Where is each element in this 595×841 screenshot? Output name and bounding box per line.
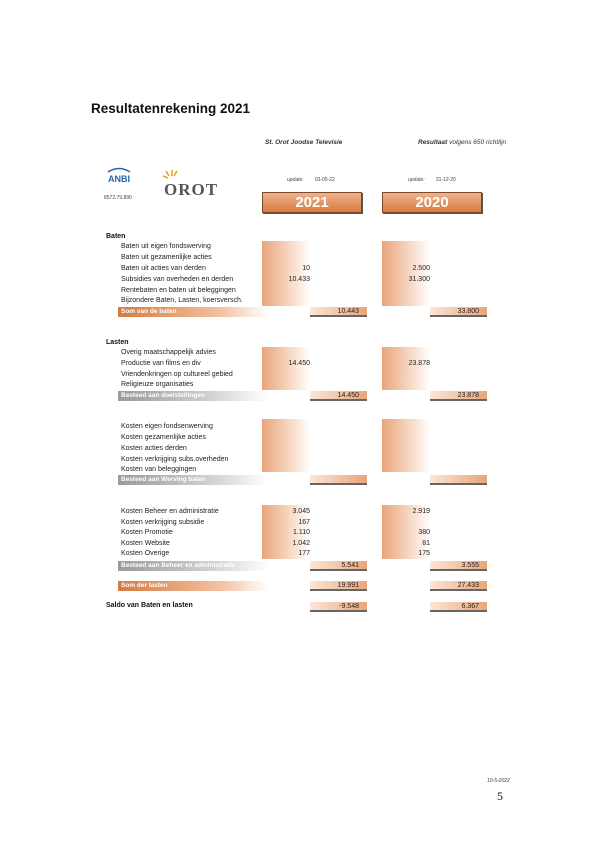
beheer-total-bar: Besteed aan Beheer en administratie: [118, 561, 268, 571]
column-bg-lasten-2020: [382, 347, 430, 390]
lasten-value-2020: 23.878: [408, 360, 430, 367]
footer-date: 10-5-2022: [487, 778, 510, 784]
som-lasten-2020: 27.433: [430, 581, 487, 591]
lasten-row-label: Vriendenkringen op cultureel gebied: [121, 371, 233, 378]
beheer-row-label: Kosten Overige: [121, 550, 170, 557]
beheer-value-2020: 175: [418, 550, 430, 557]
anbi-number: 8572.79.890: [104, 195, 132, 201]
baten-row-label: Baten uit acties van derden: [121, 265, 206, 272]
lasten-total-2021: 14.450: [310, 391, 367, 401]
lasten-total-2020: 23.878: [430, 391, 487, 401]
beheer-total-2020: 3.555: [430, 561, 487, 571]
column-bg-werving-2021: [262, 419, 310, 472]
werving-row-label: Kosten eigen fondsenwerving: [121, 423, 213, 430]
werving-row-label: Kosten gezamenlijke acties: [121, 434, 206, 441]
werving-row-label: Kosten verkrijging subs.overheden: [121, 456, 229, 463]
baten-row-label: Bijzondere Baten, Lasten, koersversch.: [121, 297, 243, 304]
beheer-row-label: Kosten Beheer en administratie: [121, 508, 219, 515]
saldo-label: Saldo van Baten en lasten: [106, 602, 193, 609]
beheer-value-2020: 81: [422, 540, 430, 547]
baten-value-2021: 10.433: [288, 276, 310, 283]
page-number: 5: [497, 789, 503, 803]
orot-logo: [158, 168, 226, 198]
beheer-value-2021: 167: [298, 519, 310, 526]
werving-total-2021: [310, 475, 367, 485]
baten-value-2021: 10: [302, 265, 310, 272]
year-2020-box: 2020: [382, 192, 482, 213]
werving-row-label: Kosten acties derden: [121, 445, 187, 452]
anbi-label: ANBI: [108, 174, 130, 184]
result-suffix: volgens 650 richtlijn: [449, 139, 507, 146]
beheer-row-label: Kosten verkrijging subsidie: [121, 519, 205, 526]
beheer-row-label: Kosten Website: [121, 540, 170, 547]
beheer-row-label: Kosten Promotie: [121, 529, 173, 536]
baten-total-2020: 33.800: [430, 307, 487, 317]
lasten-row-label: Religieuze organisaties: [121, 381, 194, 388]
som-lasten-bar: Som der lasten: [118, 581, 268, 591]
werving-total-bar: Besteed aan Werving baten: [118, 475, 268, 485]
year-2021-box: 2021: [262, 192, 362, 213]
beheer-value-2021: 1.042: [292, 540, 310, 547]
baten-heading: Baten: [106, 233, 126, 240]
lasten-heading: Lasten: [106, 339, 129, 346]
lasten-row-label: Overig maatschappelijk advies: [121, 349, 216, 356]
saldo-2020: 6.367: [430, 602, 487, 612]
baten-row-label: Baten uit gezamenlijke acties: [121, 254, 212, 261]
baten-total-2021: 10.443: [310, 307, 367, 317]
som-lasten-2021: 19.991: [310, 581, 367, 591]
column-bg-baten-2021: [262, 241, 310, 306]
baten-value-2020: 2.500: [412, 265, 430, 272]
orot-logo-icon: [158, 168, 226, 198]
result-label: Resultaat: [418, 139, 448, 146]
beheer-value-2021: 177: [298, 550, 310, 557]
baten-row-label: Subsidies van overheden en derden: [121, 276, 234, 283]
baten-row-label: Rentebaten en baten uit beleggingen: [121, 287, 236, 294]
organization-name: St. Orot Joodse Televisie: [265, 139, 343, 146]
saldo-2021: -9.548: [310, 602, 367, 612]
column-bg-baten-2020: [382, 241, 430, 306]
baten-row-label: Baten uit eigen fondswerving: [121, 243, 211, 250]
column-bg-lasten-2021: [262, 347, 310, 390]
anbi-logo-icon: [104, 166, 134, 188]
baten-total-bar: Som van de baten: [118, 307, 268, 317]
beheer-value-2020: 2.919: [412, 508, 430, 515]
lasten-row-label: Productie van films en div: [121, 360, 201, 367]
result-header: [418, 139, 506, 146]
beheer-value-2021: 1.110: [293, 529, 310, 536]
page-title: Resultatenrekening 2021: [91, 101, 251, 116]
update-2021: update: 03-05-22: [287, 177, 335, 183]
lasten-value-2021: 14.450: [288, 360, 310, 367]
column-bg-werving-2020: [382, 419, 430, 472]
beheer-value-2020: 380: [418, 529, 430, 536]
werving-row-label: Kosten van beleggingen: [121, 466, 197, 473]
orot-logo-text: OROT: [164, 180, 219, 198]
baten-value-2020: 31.300: [408, 276, 430, 283]
werving-total-2020: [430, 475, 487, 485]
anbi-logo: [104, 166, 134, 186]
beheer-total-2021: 5.541: [310, 561, 367, 571]
beheer-value-2021: 3.045: [292, 508, 310, 515]
lasten-total-bar: Besteed aan doelstellingen: [118, 391, 268, 401]
update-2020: update: 31-12-20: [408, 177, 456, 183]
